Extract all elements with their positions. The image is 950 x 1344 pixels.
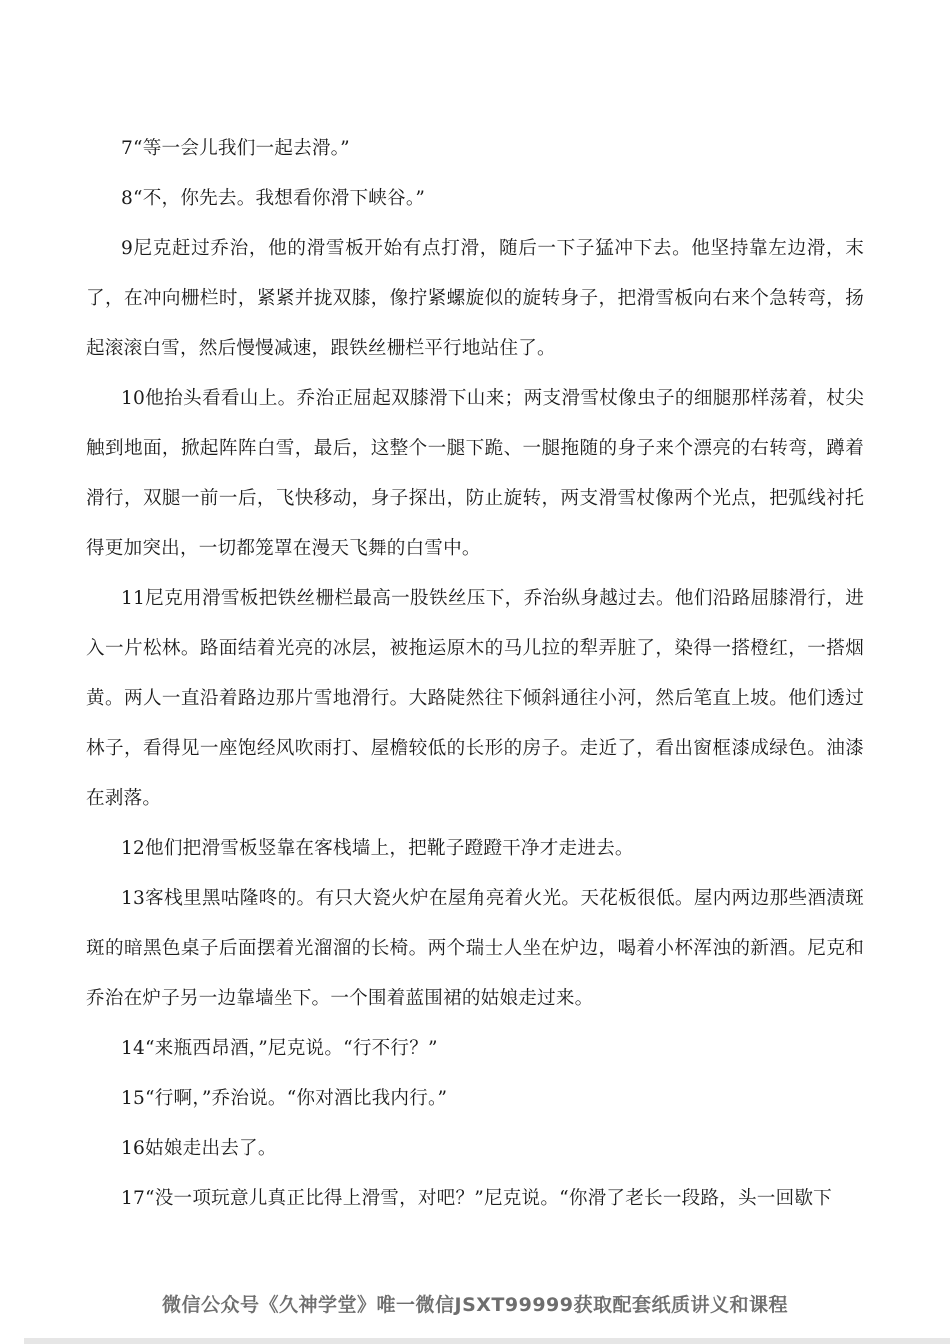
paragraph-17: 17“没一项玩意儿真正比得上滑雪，对吧？”尼克说。“你滑了老长一段路，头一回歇下 xyxy=(121,1188,832,1209)
paragraph-16: 16姑娘走出去了。 xyxy=(121,1138,277,1159)
paragraph-13: 13客栈里黑咕隆咚的。有只大瓷火炉在屋角亮着火光。天花板很低。屋内两边那些酒渍斑斑的暗黑色桌子后面摆着光溜溜的长椅。两个瑞士人坐在炉边，喝着小杯浑浊的新酒。尼克和乔治在炉子另一边靠墙坐下。一个围着蓝围裙的姑娘走过来。 xyxy=(86,888,864,1009)
article-body xyxy=(86,124,864,1224)
paragraph-14: 14“来瓶西昂酒，”尼克说。“行不行？” xyxy=(121,1038,438,1059)
paragraph-7: 7“等一会儿我们一起去滑。” xyxy=(121,138,350,159)
paragraph-11: 11尼克用滑雪板把铁丝栅栏最高一股铁丝压下，乔治纵身越过去。他们沿路屈膝滑行，进入一片松林。路面结着光亮的冰层，被拖运原木的马儿拉的犁弄脏了，染得一搭橙红，一搭烟黄。两人一直沿着路边那片雪地滑行。大路陡然往下倾斜通往小河，然后笔直上坡。他们透过林子，看得见一座饱经风吹雨打、屋檐较低的长形的房子。走近了，看出窗框漆成绿色。油漆在剥落。 xyxy=(86,588,864,809)
paragraph-12: 12他们把滑雪板竖靠在客栈墙上，把靴子蹬蹬干净才走进去。 xyxy=(121,838,634,859)
paragraph-10: 10他抬头看看山上。乔治正屈起双膝滑下山来；两支滑雪杖像虫子的细腿那样荡着，杖尖触到地面，掀起阵阵白雪，最后，这整个一腿下跪、一腿拖随的身子来个漂亮的右转弯，蹲着滑行，双腿一前一后，飞快移动，身子探出，防止旋转，两支滑雪杖像两个光点，把弧线衬托得更加突出，一切都笼罩在漫天飞舞的白雪中。 xyxy=(86,388,864,559)
bottom-divider xyxy=(24,1338,950,1344)
paragraph-9: 9尼克赶过乔治，他的滑雪板开始有点打滑，随后一下子猛冲下去。他坚持靠左边滑，末了，在冲向栅栏时，紧紧并拢双膝，像拧紧螺旋似的旋转身子，把滑雪板向右来个急转弯，扬起滚滚白雪，然后慢慢减速，跟铁丝栅栏平行地站住了。 xyxy=(86,238,864,359)
paragraph-8: 8“不，你先去。我想看你滑下峡谷。” xyxy=(121,188,426,209)
footer-watermark: 微信公众号《久神学堂》唯一微信JSXT99999获取配套纸质讲义和课程 xyxy=(162,1294,788,1316)
paragraph-15: 15“行啊，”乔治说。“你对酒比我内行。” xyxy=(121,1088,448,1109)
